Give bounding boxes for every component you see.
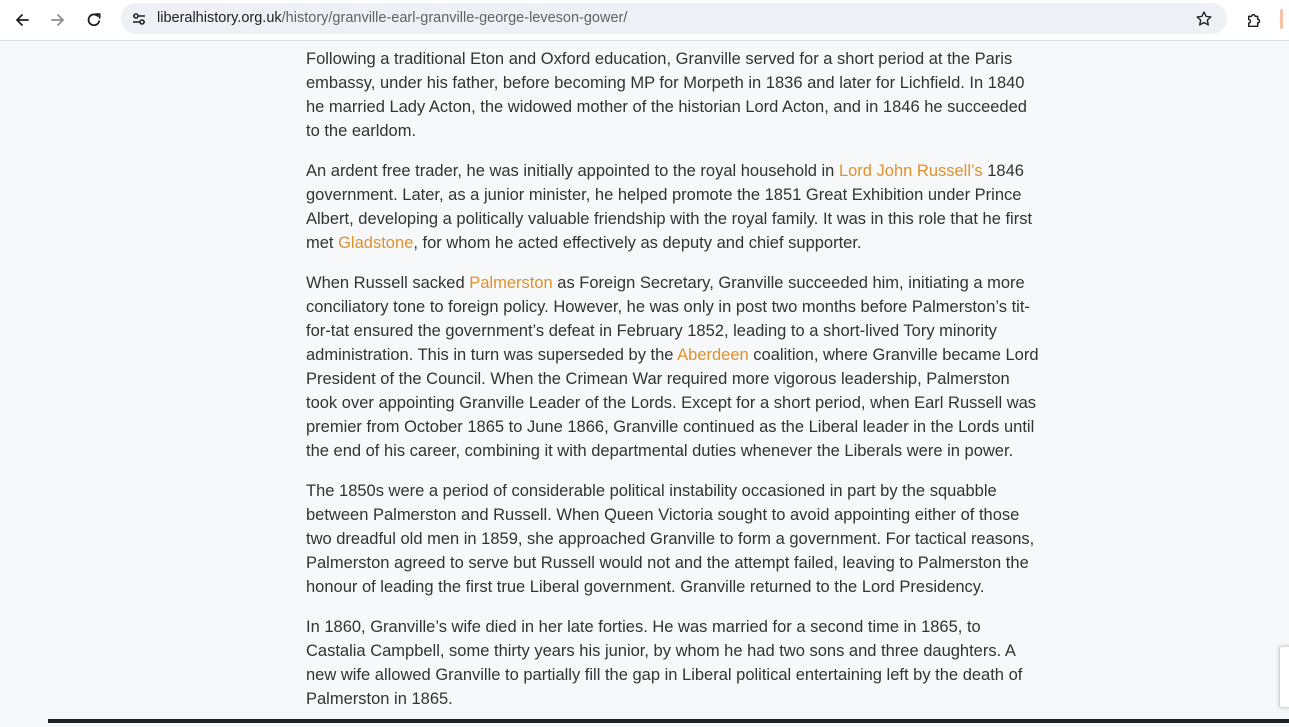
paragraph-1860: In 1860, Granville’s wife died in her late forties. He was married for a second time in 1865, to Castalia Campbell, some thirty years his junior, by whom he had two sons and three daughters. A new wife allowed Granville to partially fill the gap in Liberal political entertaining left by the death of Palmerston in 1865. — [306, 618, 1023, 708]
url-host: liberalhistory.org.uk — [157, 10, 282, 26]
profile-avatar-edge[interactable] — [1280, 9, 1283, 29]
paragraph-text: as Foreign Secretary, Granville succeeded him, initiating a more conciliatory tone to foreign policy. However, he was only in post two months before Palmerston’s tit-for-tat ensured the government’s defeat in February 1852, leading to a short-lived Tory minority administration. This in turn was superseded by the — [306, 274, 1030, 364]
back-arrow-icon — [14, 12, 30, 28]
recaptcha-badge[interactable] — [1279, 646, 1289, 708]
paragraph-text: An ardent free trader, he was initially appointed to the royal household in — [306, 162, 839, 180]
paragraph-1850s: The 1850s were a period of considerable political instability occasioned in part by the squabble between Palmerston and Russell. When Queen Victoria sought to avoid appointing either of those two dreadful old men in 1859, she approached Granville to form a government. For tactical reasons, Palmerston agreed to serve but Russell would not and the attempt failed, leaving to Palmerston the honour of leading the first true Liberal government. Granville returned to the Lord Presidency. — [306, 482, 1035, 596]
paragraph-text: When Russell sacked — [306, 274, 470, 292]
bookmark-button[interactable] — [1192, 7, 1215, 30]
tune-icon — [131, 11, 147, 27]
forward-button[interactable] — [44, 6, 72, 34]
link-lord-john-russell[interactable]: Lord John Russell’s — [838, 162, 983, 180]
address-bar[interactable] — [121, 3, 1227, 34]
url-path: /history/granville-earl-granville-george-leveson-gower/ — [281, 10, 628, 26]
paragraph-foreign-secretary — [306, 271, 1042, 463]
link-palmerston[interactable]: Palmerston — [469, 274, 553, 292]
link-aberdeen[interactable]: Aberdeen — [677, 346, 749, 364]
paragraph-education: Following a traditional Eton and Oxford education, Granville served for a short period at the Paris embassy, under his father, before becoming MP for Morpeth in 1836 and later for Lichfield. In 1840 he married Lady Acton, the widowed mother of the historian Lord Acton, and in 1846 he succeeded to the earldom. — [306, 50, 1027, 140]
browser-toolbar — [0, 0, 1289, 41]
horizontal-scrollbar[interactable] — [48, 719, 1289, 723]
reload-button[interactable] — [80, 6, 108, 34]
star-icon — [1195, 10, 1213, 28]
article-body — [306, 47, 1042, 727]
url-text[interactable] — [157, 3, 627, 34]
paragraph-text: 1846 government. Later, as a junior minister, he helped promote the 1851 Great Exhibition under Prince Albert, developing a politically valuable friendship with the royal family. It was in this role that he first met — [306, 162, 1033, 252]
site-info-button[interactable] — [127, 7, 150, 30]
link-gladstone[interactable]: Gladstone — [338, 234, 414, 252]
forward-arrow-icon — [50, 12, 66, 28]
extensions-button[interactable] — [1241, 6, 1269, 34]
back-button[interactable] — [8, 6, 36, 34]
paragraph-free-trader — [306, 159, 1042, 255]
puzzle-icon — [1246, 11, 1264, 29]
reload-icon — [86, 12, 102, 28]
paragraph-text: , for whom he acted effectively as deputy and chief supporter. — [413, 234, 862, 252]
paragraph-text: coalition, where Granville became Lord President of the Council. When the Crimean War required more vigorous leadership, Palmerston took over appointing Granville Leader of the Lords. Except for a short period, when Earl Russell was premier from October 1865 to June 1866, Granville continued as the Liberal leader in the Lords until the end of his career, combining it with departmental duties whenever the Liberals were in power. — [306, 346, 1039, 460]
